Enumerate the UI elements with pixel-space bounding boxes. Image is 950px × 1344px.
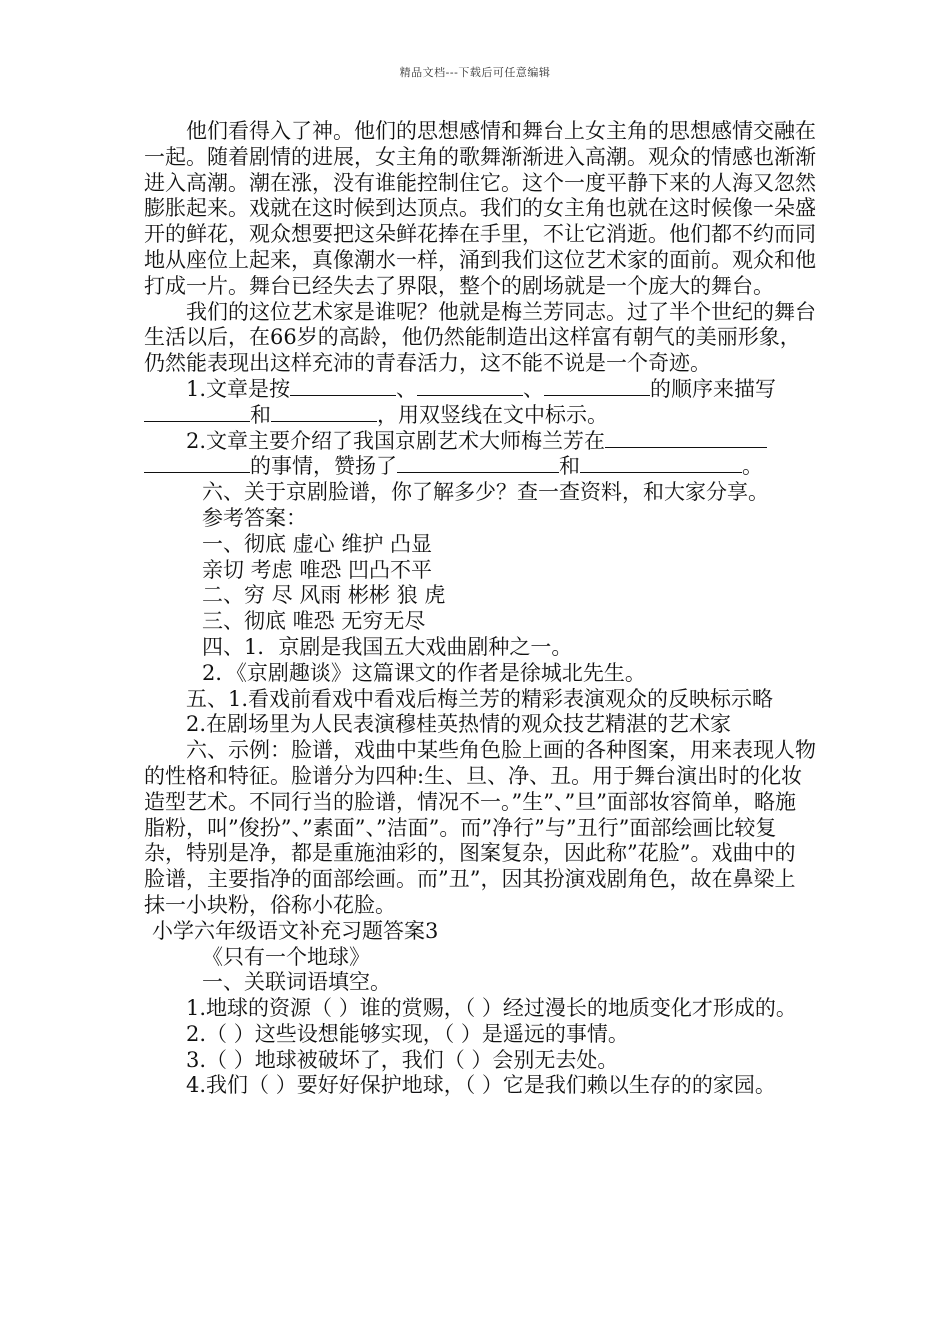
answer-blank[interactable] xyxy=(290,377,396,396)
answer-blank[interactable] xyxy=(580,454,742,473)
question-2 xyxy=(144,429,816,481)
q1-text-c: 和 xyxy=(250,402,271,427)
lesson-title: 《只有一个地球》 xyxy=(202,944,370,969)
exercise-title: 一、关联词语填空。 xyxy=(202,970,391,995)
answer-blank[interactable] xyxy=(271,403,377,422)
answer-5-1: 五、1.看戏前看戏中看戏后梅兰芳的精彩表演观众的反映标示略 xyxy=(186,686,774,711)
exercise-item: 3.（ ）地球被破坏了，我们（ ）会别无去处。 xyxy=(186,1047,619,1072)
answer-line: 四、1．京剧是我国五大戏曲剧种之一。 xyxy=(202,634,573,659)
answers-title: 参考答案： xyxy=(202,505,307,530)
q1-separator: 、 xyxy=(523,376,545,401)
document-body xyxy=(144,119,816,1099)
answer-line: 二、穷 尽 风雨 彬彬 狼 虎 xyxy=(202,583,446,608)
question-1 xyxy=(144,377,816,429)
q2-text-a: 2.文章主要介绍了我国京剧艺术大师梅兰芳在 xyxy=(186,428,606,453)
answer-blank[interactable] xyxy=(417,377,523,396)
exercise-item: 2.（ ）这些设想能够实现，（ ）是遥远的事情。 xyxy=(186,1021,629,1046)
q2-text-d: 。 xyxy=(742,454,763,479)
answer-line: 一、彻底 虚心 维护 凸显 xyxy=(202,531,433,556)
exercise-item: 1.地球的资源（ ）谁的赏赐，（ ）经过漫长的地质变化才形成的。 xyxy=(186,996,797,1021)
q2-text-b: 的事情，赞扬了 xyxy=(250,454,397,479)
q1-text-d: ，用双竖线在文中标示。 xyxy=(377,402,608,427)
question-6: 六、关于京剧脸谱，你了解多少？查一查资料，和大家分享。 xyxy=(202,480,769,505)
paragraph-mei-lanfang: 我们的这位艺术家是谁呢？他就是梅兰芳同志。过了半个世纪的舞台生活以后，在66岁的高龄，他仍然能制造出这样富有朝气的美丽形象，仍然能表现出这样充沛的青春活力，这不能不说是一个奇迹。 xyxy=(144,299,816,376)
answer-line: 亲切 考虑 唯恐 凹凸不平 xyxy=(202,557,433,582)
q1-text-a: 1.文章是按 xyxy=(186,376,291,401)
answer-blank[interactable] xyxy=(605,429,767,448)
answer-5-2: 2.在剧场里为人民表演穆桂英热情的观众技艺精湛的艺术家 xyxy=(186,712,732,737)
paragraph-climax: 他们看得入了神。他们的思想感情和舞台上女主角的思想感情交融在一起。随着剧情的进展，女主角的歌舞渐渐进入高潮。观众的情感也渐渐进入高潮。潮在涨，没有谁能控制住它。这个一度平静下来的人海又忽然膨胀起来。戏就在这时候到达顶点。我们的女主角也就在这时候像一朵盛开的鲜花，观众想要把这朵鲜花捧在手里，不让它消逝。他们都不约而同地从座位上起来，真像潮水一样，涌到我们这位艺术家的面前。观众和他打成一片。舞台已经失去了界限，整个的剧场就是一个庞大的舞台。 xyxy=(144,119,816,298)
section-title: 小学六年级语文补充习题答案3 xyxy=(152,918,439,943)
q1-text-b: 的顺序来描写 xyxy=(650,376,777,401)
answer-blank[interactable] xyxy=(397,454,559,473)
answer-blank[interactable] xyxy=(144,454,250,473)
q2-text-c: 和 xyxy=(559,454,580,479)
page-header: 精品文档---下载后可任意编辑 xyxy=(399,66,551,79)
answer-blank[interactable] xyxy=(544,377,650,396)
answer-6: 六、示例：脸谱，戏曲中某些角色脸上画的各种图案，用来表现人物的性格和特征。脸谱分为四种:生、旦、净、丑。用于舞台演出时的化妆造型艺术。不同行当的脸谱，情况不一。”生”、”旦”面部妆容简单，略施脂粉，叫”俊扮”、”素面”、”洁面”。而”净行”与”丑行”面部绘画比较复杂，特别是净，都是重施油彩的，图案复杂，因此称”花脸”。戏曲中的脸谱，主要指净的面部绘画。而”丑”，因其扮演戏剧角色，故在鼻梁上抹一小块粉，俗称小花脸。 xyxy=(144,738,816,917)
answer-blank[interactable] xyxy=(144,403,250,422)
answer-line: 三、彻底 唯恐 无穷无尽 xyxy=(202,609,426,634)
q1-separator: 、 xyxy=(396,376,418,401)
answer-line: 2．《京剧趣谈》这篇课文的作者是徐城北先生。 xyxy=(202,660,646,685)
exercise-item: 4.我们（ ）要好好保护地球，（ ）它是我们赖以生存的的家园。 xyxy=(186,1073,776,1098)
